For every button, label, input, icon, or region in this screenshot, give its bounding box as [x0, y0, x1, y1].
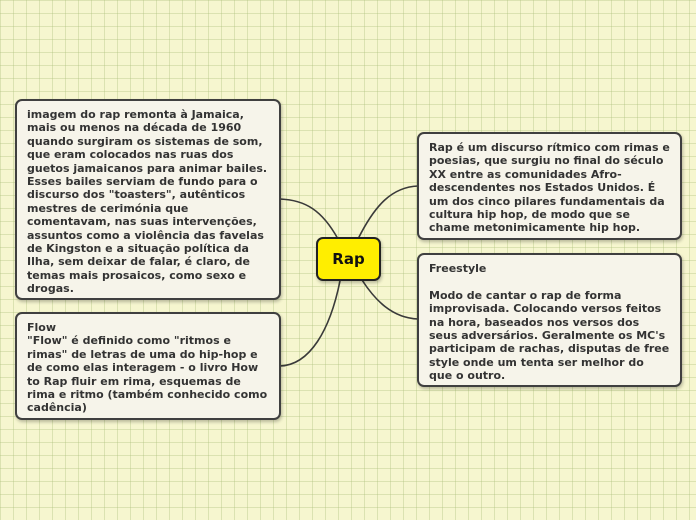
central-topic-label: Rap	[332, 250, 365, 268]
topic-freestyle[interactable]: Freestyle Modo de cantar o rap de forma improvisada. Colocando versos feitos na hora, baseados nos versos dos seus adversários. Geralmente os MC's participam de rachas, disputas de free style onde um tenta ser melhor do que o outro.	[417, 253, 682, 387]
central-topic-rap[interactable]	[316, 237, 381, 281]
connector-freestyle	[362, 280, 418, 319]
topic-rap-definition[interactable]: Rap é um discurso rítmico com rimas e poesias, que surgiu no final do século XX entre as comunidades Afro-descendentes nos Estados Unidos. É um dos cinco pilares fundamentais da cultura hip hop, de modo que se chame metonimicamente hip hop.	[417, 132, 682, 240]
connector-rap-definition	[358, 186, 418, 239]
connector-flow	[280, 281, 340, 366]
connector-history	[280, 199, 338, 239]
topic-flow[interactable]: Flow "Flow" é definido como "ritmos e rimas" de letras de uma do hip-hop e de como elas interagem - o livro How to Rap fluir em rima, esquemas de rima e ritmo (também conhecido como cadência)	[15, 312, 281, 420]
topic-history[interactable]: imagem do rap remonta à Jamaica, mais ou menos na década de 1960 quando surgiram os sistemas de som, que eram colocados nas ruas dos guetos jamaicanos para animar bailes. Esses bailes serviam de fundo para o discurso dos "toasters", autênticos mestres de cerimónia que comentavam, nas suas intervenções, assuntos como a violência das favelas de Kingston e a situação política da Ilha, sem deixar de falar, é claro, de temas mais prosaicos, como sexo e drogas.	[15, 99, 281, 300]
